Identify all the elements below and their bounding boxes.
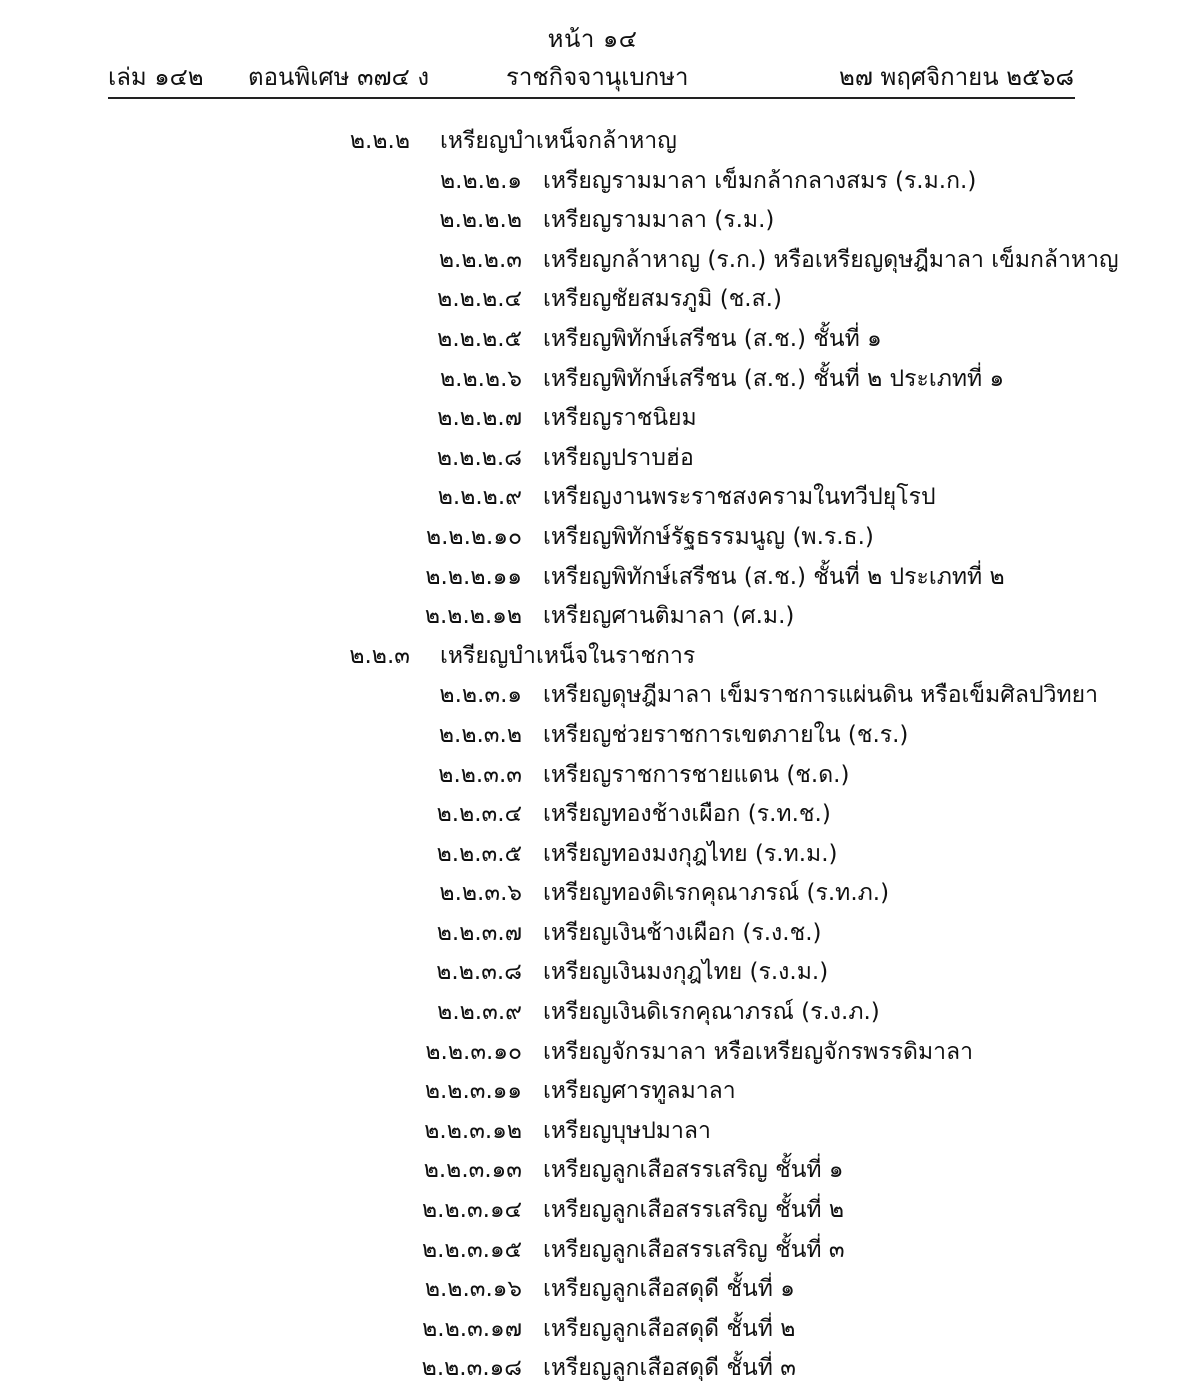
item-number: ๒.๒.๓.๑๑ — [424, 1078, 522, 1105]
item-text: เหรียญบำเหน็จในราชการ — [440, 642, 696, 669]
list-item — [0, 1151, 1185, 1191]
item-text: เหรียญดุษฎีมาลา เข็มราชการแผ่นดิน หรือเข็มศิลปวิทยา — [543, 682, 1099, 709]
item-number: ๒.๒.๓.๑๒ — [424, 1117, 522, 1144]
list-item — [0, 1310, 1185, 1350]
list-item — [0, 1191, 1185, 1231]
item-number: ๒.๒.๒.๑ — [439, 167, 522, 194]
item-number: ๒.๒.๒.๘ — [436, 444, 522, 471]
item-number: ๒.๒.๓.๕ — [436, 840, 522, 867]
publication-date: ๒๗ พฤศจิกายน ๒๕๖๘ — [839, 63, 1074, 91]
list-item — [0, 597, 1185, 637]
item-text: เหรียญศานติมาลา (ศ.ม.) — [543, 603, 795, 630]
section-label: ตอนพิเศษ ๓๗๔ ง — [248, 63, 430, 91]
item-text: เหรียญรามมาลา (ร.ม.) — [543, 207, 775, 234]
item-number: ๒.๒.๒.๑๑ — [425, 563, 522, 590]
list-item — [0, 1349, 1185, 1389]
list-item — [0, 756, 1185, 796]
list-item — [0, 676, 1185, 716]
item-number: ๒.๒.๓.๖ — [439, 880, 522, 907]
list-item — [0, 360, 1185, 400]
list-item — [0, 478, 1185, 518]
item-number: ๒.๒.๓.๑๓ — [423, 1157, 522, 1184]
item-text: เหรียญลูกเสือสรรเสริญ ชั้นที่ ๓ — [543, 1236, 845, 1263]
list-item — [0, 280, 1185, 320]
item-text: เหรียญกล้าหาญ (ร.ก.) หรือเหรียญดุษฎีมาลา เข็มกล้าหาญ — [543, 246, 1119, 273]
item-text: เหรียญลูกเสือสรรเสริญ ชั้นที่ ๑ — [543, 1157, 844, 1184]
item-number: ๒.๒.๓.๑๐ — [425, 1038, 522, 1065]
list-item — [0, 439, 1185, 479]
list-item — [0, 241, 1185, 281]
medal-list — [0, 122, 1185, 1389]
list-item — [0, 1231, 1185, 1271]
item-number: ๒.๒.๓.๙ — [437, 999, 522, 1026]
item-text: เหรียญทองช้างเผือก (ร.ท.ช.) — [543, 801, 831, 828]
item-text: เหรียญลูกเสือสดุดี ชั้นที่ ๑ — [543, 1276, 795, 1303]
list-item — [0, 716, 1185, 756]
item-text: เหรียญราชนิยม — [543, 405, 697, 432]
gazette-header — [108, 60, 1074, 94]
item-number: ๒.๒.๓.๑๕ — [422, 1236, 522, 1263]
item-text: เหรียญทองดิเรกคุณาภรณ์ (ร.ท.ภ.) — [543, 880, 890, 907]
item-text: เหรียญพิทักษ์รัฐธรรมนูญ (พ.ร.ธ.) — [543, 523, 874, 550]
item-text: เหรียญบำเหน็จกล้าหาญ — [440, 128, 677, 154]
section-heading — [0, 637, 1185, 677]
item-number: ๒.๒.๒.๓ — [438, 246, 522, 273]
item-text: เหรียญเงินมงกุฎไทย (ร.ง.ม.) — [543, 959, 829, 986]
list-item — [0, 835, 1185, 875]
publication-title: ราชกิจจานุเบกษา — [506, 63, 689, 91]
header-divider — [108, 97, 1075, 99]
volume-label: เล่ม ๑๔๒ — [108, 63, 204, 91]
item-text: เหรียญพิทักษ์เสรีชน (ส.ช.) ชั้นที่ ๒ ประเภทที่ ๒ — [543, 563, 1005, 590]
list-item — [0, 795, 1185, 835]
item-number: ๒.๒.๒.๑๐ — [425, 523, 522, 550]
item-number: ๒.๒.๓.๑๗ — [422, 1315, 522, 1342]
list-item — [0, 874, 1185, 914]
list-item — [0, 993, 1185, 1033]
list-item — [0, 953, 1185, 993]
item-number: ๒.๒.๒.๒ — [439, 207, 522, 234]
item-text: เหรียญเงินช้างเผือก (ร.ง.ช.) — [543, 919, 822, 946]
item-text: เหรียญพิทักษ์เสรีชน (ส.ช.) ชั้นที่ ๑ — [543, 325, 882, 352]
item-text: เหรียญราชการชายแดน (ช.ด.) — [543, 761, 850, 788]
item-number: ๒.๒.๓.๗ — [436, 919, 522, 946]
item-number: ๒.๒.๒.๕ — [437, 325, 522, 352]
list-item — [0, 1033, 1185, 1073]
item-text: เหรียญปราบฮ่อ — [543, 444, 694, 471]
item-number: ๒.๒.๓ — [349, 642, 410, 669]
list-item — [0, 399, 1185, 439]
list-item — [0, 201, 1185, 241]
item-text: เหรียญลูกเสือสรรเสริญ ชั้นที่ ๒ — [543, 1197, 845, 1224]
item-number: ๒.๒.๒.๑๒ — [424, 603, 522, 630]
item-text: เหรียญงานพระราชสงครามในทวีปยุโรป — [543, 484, 936, 511]
list-item — [0, 914, 1185, 954]
item-number: ๒.๒.๓.๒ — [438, 721, 522, 748]
item-text: เหรียญพิทักษ์เสรีชน (ส.ช.) ชั้นที่ ๒ ประเภทที่ ๑ — [543, 365, 1005, 392]
item-text: เหรียญรามมาลา เข็มกล้ากลางสมร (ร.ม.ก.) — [543, 167, 977, 194]
item-text: เหรียญจักรมาลา หรือเหรียญจักรพรรดิมาลา — [543, 1038, 974, 1065]
item-number: ๒.๒.๓.๔ — [436, 801, 522, 828]
item-text: เหรียญบุษปมาลา — [543, 1117, 711, 1144]
item-text: เหรียญศารทูลมาลา — [543, 1078, 736, 1105]
item-number: ๒.๒.๒.๔ — [437, 286, 522, 313]
item-number: ๒.๒.๒.๖ — [439, 365, 522, 392]
list-item — [0, 320, 1185, 360]
item-number: ๒.๒.๓.๓ — [438, 761, 522, 788]
item-number: ๒.๒.๓.๑๘ — [421, 1355, 522, 1382]
item-number: ๒.๒.๒ — [349, 128, 410, 154]
item-number: ๒.๒.๒.๙ — [437, 484, 522, 511]
item-text: เหรียญลูกเสือสดุดี ชั้นที่ ๒ — [543, 1315, 796, 1342]
item-number: ๒.๒.๓.๑๔ — [422, 1197, 522, 1224]
page-number: หน้า ๑๔ — [547, 25, 638, 53]
list-item — [0, 1112, 1185, 1152]
list-item — [0, 162, 1185, 202]
item-text: เหรียญทองมงกุฎไทย (ร.ท.ม.) — [543, 840, 838, 867]
item-text: เหรียญลูกเสือสดุดี ชั้นที่ ๓ — [543, 1355, 796, 1382]
item-number: ๒.๒.๓.๑๖ — [424, 1276, 522, 1303]
list-item — [0, 1270, 1185, 1310]
item-text: เหรียญชัยสมรภูมิ (ช.ส.) — [543, 286, 782, 313]
list-item — [0, 558, 1185, 598]
item-number: ๒.๒.๒.๗ — [437, 405, 522, 432]
list-item — [0, 518, 1185, 558]
item-text: เหรียญเงินดิเรกคุณาภรณ์ (ร.ง.ภ.) — [543, 999, 880, 1026]
item-number: ๒.๒.๓.๘ — [436, 959, 522, 986]
list-item — [0, 1072, 1185, 1112]
section-heading — [0, 122, 1185, 162]
item-text: เหรียญช่วยราชการเขตภายใน (ช.ร.) — [543, 721, 909, 748]
item-number: ๒.๒.๓.๑ — [439, 682, 522, 709]
